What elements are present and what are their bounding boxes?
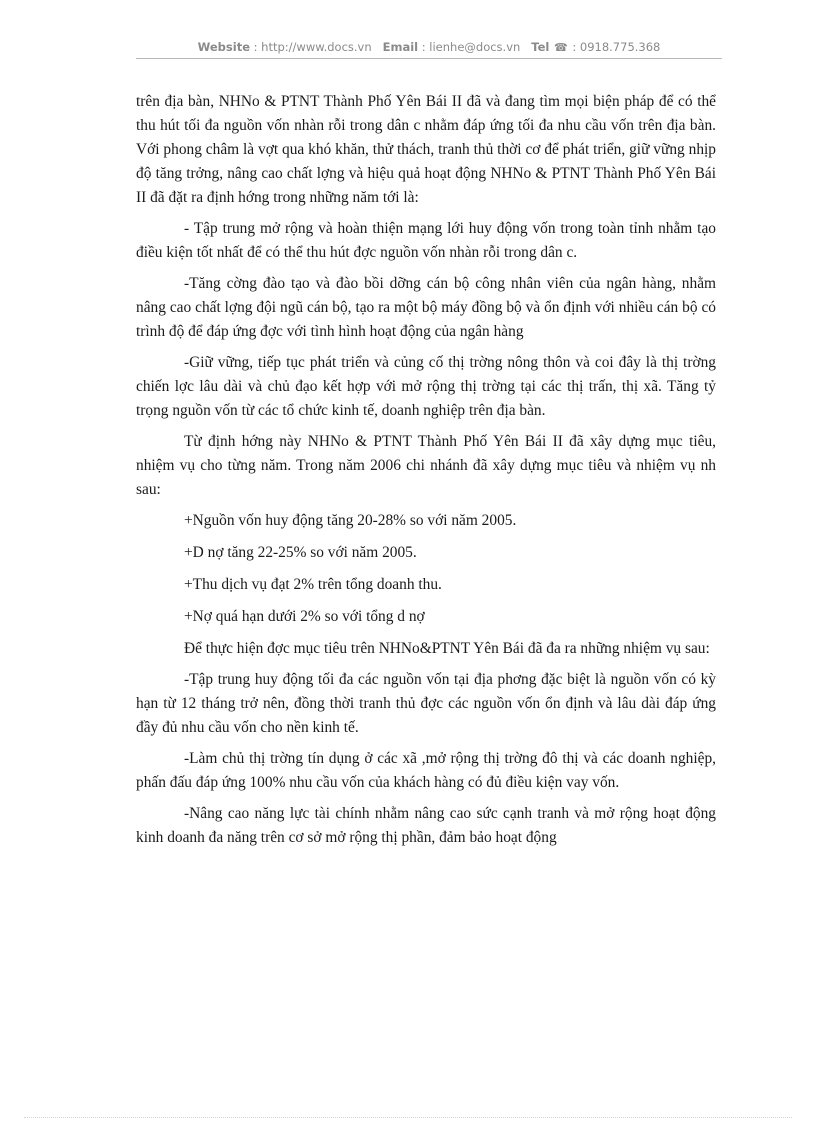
task-item: -Nâng cao năng lực tài chính nhằm nâng cao sức cạnh tranh và mở rộng hoạt động kinh doanh đa năng trên cơ sở mở rộng thị phần, đảm bảo hoạt động — [136, 805, 716, 846]
tel-label: Tel — [531, 40, 550, 54]
phone-icon: ☎ — [554, 41, 568, 54]
target-item: +Nợ quá hạn dưới 2% so với tổng d nợ — [184, 608, 425, 625]
objectives-paragraph: Từ định hớng này NHNo & PTNT Thành Phố Yên Bái II đã xây dựng mục tiêu, nhiệm vụ cho từng năm. Trong năm 2006 chi nhánh đã xây dựng mục tiêu và nhiệm vụ nh sau: — [136, 433, 716, 498]
orientation-item: - Tập trung mở rộng và hoàn thiện mạng lới huy động vốn trong toàn tỉnh nhằm tạo điều kiện tốt nhất để có thể thu hút đợc nguồn vốn nhàn rỗi trong dân c. — [136, 220, 716, 261]
target-item: +Thu dịch vụ đạt 2% trên tổng doanh thu. — [184, 576, 442, 593]
task-item: -Tập trung huy động tối đa các nguồn vốn tại địa phơng đặc biệt là nguồn vốn có kỳ hạn từ 12 tháng trở nên, đồng thời tranh thủ đợc các nguồn vốn ổn định và lâu dài đáp ứng đầy đủ nhu cầu vốn cho nền kinh tế. — [136, 671, 716, 736]
email-value[interactable]: : lienhe@docs.vn — [421, 40, 521, 54]
task-item: -Làm chủ thị trờng tín dụng ở các xã ,mở rộng thị trờng đô thị và các doanh nghiệp, phấn đấu đáp ứng 100% nhu cầu vốn của khách hàng có đủ điều kiện vay vốn. — [136, 750, 716, 791]
intro-paragraph: trên địa bàn, NHNo & PTNT Thành Phố Yên Bái II đã và đang tìm mọi biện pháp để có thể thu hút tối đa nguồn vốn nhàn rỗi trong dân c nhằm đáp ứng tối đa nhu cầu vốn trên địa bàn. Với phong châm là vợt qua khó khăn, thử thách, tranh thủ thời cơ để phát triển, giữ vững nhịp độ tăng trởng, nâng cao chất lợng và hiệu quả hoạt động NHNo & PTNT Thành Phố Yên Bái II đã đặt ra định hớng trong những năm tới là: — [136, 93, 716, 206]
target-item: +Nguồn vốn huy động tăng 20-28% so với năm 2005. — [184, 512, 517, 529]
page-bottom-divider — [24, 1117, 792, 1118]
tel-value: : 0918.775.368 — [572, 40, 661, 54]
document-body — [136, 90, 716, 857]
tasks-intro-paragraph: Để thực hiện đợc mục tiêu trên NHNo&PTNT Yên Bái đã đa ra những nhiệm vụ sau: — [184, 640, 710, 657]
orientation-item: -Tăng cờng đào tạo và đào bồi dỡng cán bộ công nhân viên của ngân hàng, nhằm nâng cao chất lợng đội ngũ cán bộ, tạo ra một bộ máy đồng bộ và ổn định với nhiều cán bộ có trình độ để đáp ứng đợc với tình hình hoạt động của ngân hàng — [136, 275, 716, 340]
website-label: Website — [197, 40, 250, 54]
orientation-item: -Giữ vững, tiếp tục phát triển và củng cố thị trờng nông thôn và coi đây là thị trờng chiến lợc lâu dài và chủ đạo kết hợp với mở rộng thị trờng tại các thị trấn, thị xã. Tăng tỷ trọng nguồn vốn từ các tổ chức kinh tế, doanh nghiệp trên địa bàn. — [136, 354, 716, 419]
target-item: +D nợ tăng 22-25% so với năm 2005. — [184, 544, 417, 561]
email-label: Email — [382, 40, 419, 54]
page-header — [136, 40, 722, 59]
website-value[interactable]: : http://www.docs.vn — [253, 40, 372, 54]
